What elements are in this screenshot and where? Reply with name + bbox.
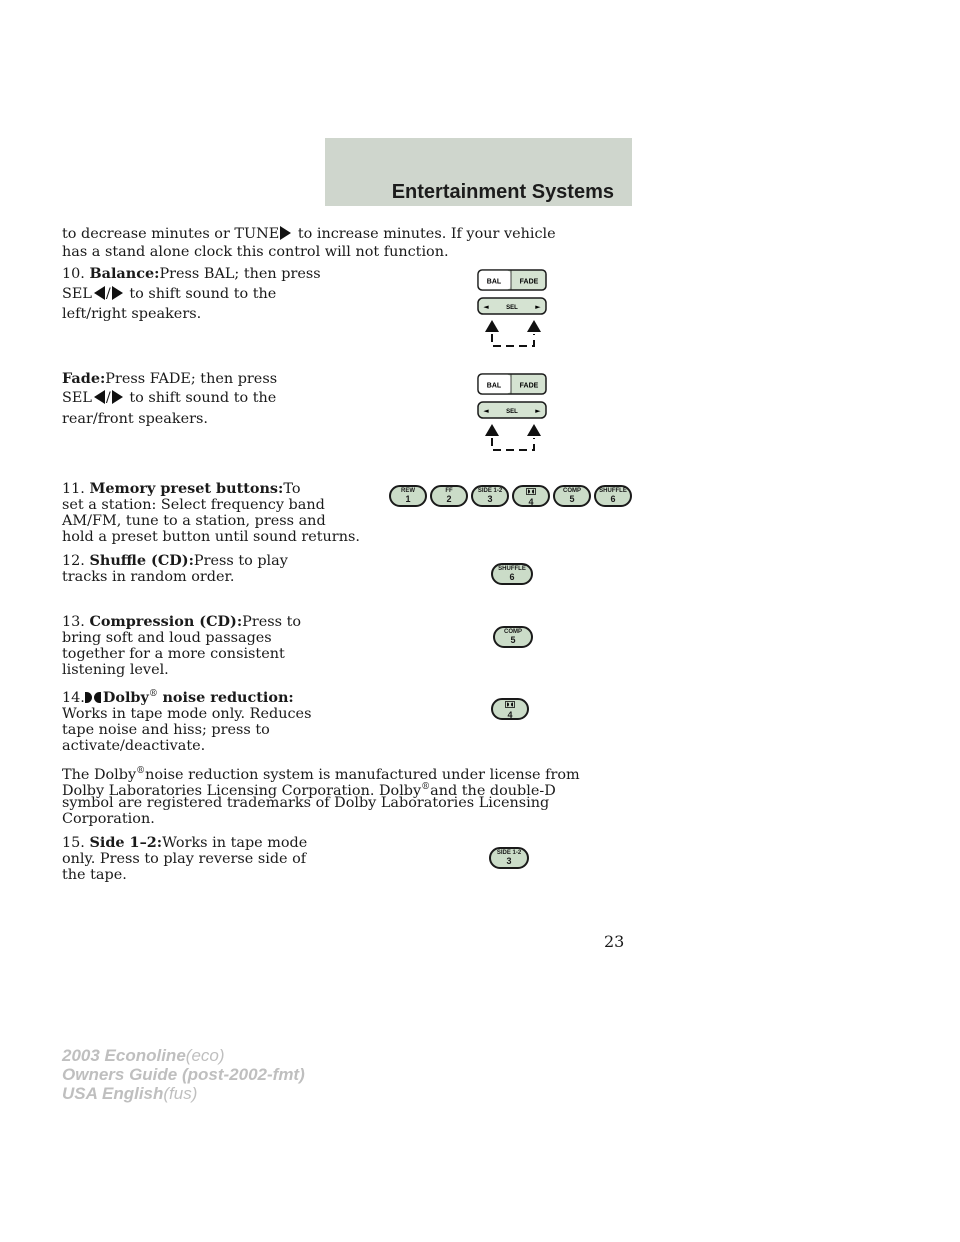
- preset-top-label: COMP: [563, 488, 581, 494]
- item-title: Dolby: [102, 688, 149, 706]
- item-number: 14.: [62, 689, 85, 706]
- preset-button-4: [512, 485, 550, 507]
- intro-text-b: to increase minutes. If your vehicle: [297, 226, 556, 242]
- registered-mark: ®: [136, 766, 146, 776]
- tune-right-arrow-icon: [280, 226, 291, 240]
- note-text: and the double-D: [430, 782, 556, 799]
- registered-mark: ®: [421, 782, 431, 792]
- pointer-left-icon: [485, 424, 499, 436]
- preset-number: 4: [507, 710, 513, 720]
- preset-number: 5: [510, 635, 516, 645]
- preset-number: 1: [405, 494, 411, 504]
- preset-number: 5: [569, 494, 575, 504]
- preset-button-1: [389, 485, 427, 507]
- item-text: Press FADE; then press: [105, 371, 278, 387]
- dolby-line-3: tape noise and hiss; press to: [62, 722, 270, 738]
- fade-line-2: [62, 390, 276, 406]
- dolby-line-4: activate/deactivate.: [62, 738, 206, 754]
- side-line-3: the tape.: [62, 867, 127, 883]
- comp-button: [493, 626, 533, 648]
- fade-line-3: rear/front speakers.: [62, 411, 208, 427]
- item-number: 10.: [62, 266, 85, 282]
- item-text: Press BAL; then press: [159, 266, 321, 282]
- dolby-line-2: Works in tape mode only. Reduces: [62, 706, 312, 722]
- footer-model-code: (eco): [185, 1046, 225, 1065]
- item-title: Fade:: [62, 370, 106, 387]
- dashed-bracket: [492, 334, 534, 346]
- side-button: [489, 847, 529, 869]
- balance-line-3: left/right speakers.: [62, 306, 202, 322]
- memory-line-3: AM/FM, tune to a station, press and: [62, 513, 326, 529]
- preset-button-3: [471, 485, 509, 507]
- item-number: 11.: [62, 481, 85, 497]
- item-text: to shift sound to the: [129, 286, 277, 302]
- fade-label: FADE: [519, 278, 539, 286]
- dolby-double-d-icon: [85, 692, 101, 703]
- item-title: Memory preset buttons:: [89, 480, 284, 497]
- preset-top-label: FF: [445, 488, 453, 494]
- registered-mark: ®: [148, 689, 158, 699]
- preset-number: 6: [509, 572, 515, 582]
- intro-line-2: has a stand alone clock this control will not function.: [62, 244, 449, 260]
- preset-top-label: REW: [401, 488, 415, 494]
- side-line-1: [62, 835, 307, 851]
- preset-top-label: COMP: [504, 629, 522, 635]
- dashed-bracket: [492, 438, 534, 450]
- intro-line-1: [62, 226, 556, 242]
- item-title-2: noise reduction:: [162, 688, 294, 706]
- left-arrow-icon: [94, 286, 105, 300]
- preset-number: 3: [487, 494, 493, 504]
- left-arrow-icon: [94, 390, 105, 404]
- side-line-2: only. Press to play reverse side of: [62, 851, 307, 867]
- footer-line-2: Owners Guide (post-2002-fmt): [62, 1065, 305, 1084]
- fade-label: FADE: [519, 382, 539, 390]
- preset-button-2: [430, 485, 468, 507]
- sel-left-icon: ◄: [483, 407, 489, 415]
- section-title: Entertainment Systems: [391, 181, 614, 203]
- item-text: Works in tape mode: [162, 835, 308, 851]
- preset-button-5: [553, 485, 591, 507]
- preset-number: 6: [610, 494, 616, 504]
- note-text: noise reduction system is manufactured under license from: [145, 766, 580, 783]
- section-header-band: [325, 138, 632, 206]
- preset-number: 4: [528, 497, 534, 507]
- pointer-right-icon: [527, 424, 541, 436]
- footer-language: USA English: [62, 1084, 164, 1103]
- item-text: Press to: [242, 614, 302, 630]
- sel-right-icon: ►: [535, 303, 541, 311]
- pointer-left-icon: [485, 320, 499, 332]
- pointer-right-icon: [527, 320, 541, 332]
- memory-line-2: set a station: Select frequency band: [62, 497, 325, 513]
- compression-line-1: [62, 614, 301, 630]
- sel-text: SEL: [62, 286, 92, 302]
- fade-control-figure: [476, 372, 552, 456]
- memory-line-1: [62, 481, 301, 497]
- intro-text-a: to decrease minutes or TUNE: [62, 226, 280, 242]
- preset-top-label: SHUFFLE: [599, 488, 627, 494]
- dolby-note-line-4: Corporation.: [62, 811, 155, 827]
- sel-label: SEL: [506, 305, 518, 311]
- memory-line-4: hold a preset button until sound returns.: [62, 529, 360, 545]
- note-text: Dolby Laboratories Licensing Corporation. Dolby: [62, 782, 422, 799]
- item-title: Side 1–2:: [89, 834, 163, 851]
- bal-label: BAL: [486, 382, 502, 390]
- shuffle-button: [491, 563, 533, 585]
- footer-line-3: [62, 1085, 197, 1103]
- page-number: 23: [604, 932, 625, 951]
- slash-text: /: [105, 390, 111, 406]
- compression-line-4: listening level.: [62, 662, 169, 678]
- sel-left-icon: ◄: [483, 303, 489, 311]
- balance-line-2: [62, 286, 276, 302]
- sel-text: SEL: [62, 390, 92, 406]
- note-text: The Dolby: [62, 766, 137, 783]
- sel-right-icon: ►: [535, 407, 541, 415]
- shuffle-line-1: [62, 553, 288, 569]
- right-arrow-icon: [112, 390, 123, 404]
- preset-buttons-row: [389, 484, 631, 510]
- footer-model: 2003 Econoline: [62, 1046, 186, 1065]
- item-number: 13.: [62, 614, 85, 630]
- sel-label: SEL: [506, 409, 518, 415]
- balance-line-1: [62, 266, 321, 282]
- preset-number: 2: [446, 494, 452, 504]
- dolby-line-1: [62, 686, 294, 706]
- item-text: to shift sound to the: [129, 390, 277, 406]
- item-title: Compression (CD):: [89, 613, 243, 630]
- item-text: Press to play: [193, 553, 288, 569]
- shuffle-line-2: tracks in random order.: [62, 569, 235, 585]
- slash-text: /: [105, 286, 111, 302]
- item-title: Shuffle (CD):: [89, 552, 194, 569]
- preset-number: 3: [506, 856, 512, 866]
- right-arrow-icon: [112, 286, 123, 300]
- preset-top-label: SIDE 1-2: [477, 488, 503, 494]
- footer-language-code: (fus): [163, 1084, 198, 1103]
- preset-top-label: SIDE 1-2: [496, 850, 522, 856]
- compression-line-3: together for a more consistent: [62, 646, 285, 662]
- balance-control-figure: [476, 268, 552, 352]
- fade-line-1: [62, 371, 277, 387]
- compression-line-2: bring soft and loud passages: [62, 630, 272, 646]
- preset-top-label: SHUFFLE: [498, 566, 526, 572]
- item-title: Balance:: [89, 265, 160, 282]
- dolby-button: [491, 698, 529, 720]
- item-text: To: [283, 481, 301, 497]
- bal-label: BAL: [486, 278, 502, 286]
- item-number: 15.: [62, 835, 85, 851]
- item-number: 12.: [62, 553, 85, 569]
- footer-line-1: [62, 1047, 225, 1065]
- dolby-note-line-3: symbol are registered trademarks of Dolby Laboratories Licensing: [62, 795, 550, 811]
- preset-button-6: [594, 485, 632, 507]
